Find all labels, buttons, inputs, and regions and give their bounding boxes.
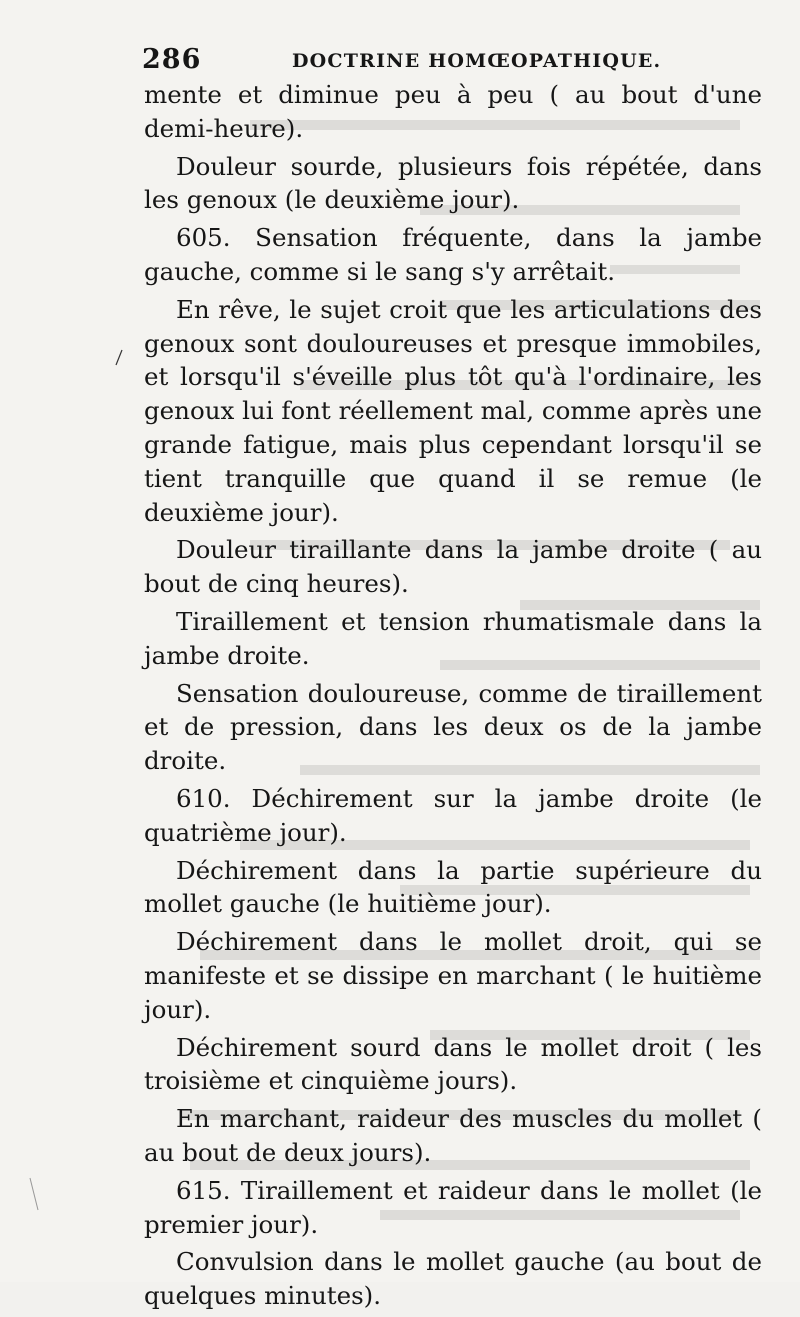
paragraph: Déchirement dans la partie supérieure du mollet gauche (le huitième jour).	[144, 855, 762, 919]
paragraph-615: 615. Tiraillement et raideur dans le mollet (le premier jour).	[144, 1175, 762, 1239]
paragraph: Convulsion dans le mollet gauche (au bout de quelques minutes).	[144, 1247, 762, 1311]
paragraph: Tiraillement et tension rhumatismale dans la jambe droite.	[144, 606, 762, 670]
paragraph-605: 605. Sensation fréquente, dans la jambe gauche, comme si le sang s'y arrêtait.	[144, 223, 762, 286]
body-text	[144, 78, 762, 1317]
page-number: 286	[142, 44, 202, 75]
paragraph: Déchirement dans le mollet droit, qui se manifeste et se dissipe en marchant ( le huitième jour).	[144, 927, 762, 1024]
paragraph: Douleur sourde, plusieurs fois répétée, dans les genoux (le deuxième jour).	[144, 151, 762, 215]
page-header	[142, 44, 762, 80]
margin-stroke	[30, 1178, 38, 1210]
paragraph-610: 610. Déchirement sur la jambe droite (le quatrième jour).	[144, 783, 762, 847]
paragraph: Douleur tiraillante dans la jambe droite ( au bout de cinq heures).	[144, 535, 762, 599]
paragraph: En rêve, le sujet croit que les articulations des genoux sont douloureuses et presque immobiles, et lorsqu'il s'éveille plus tôt qu'à l'ordinaire, les genoux lui font réellement mal, comme après une grande fatigue, mais plus cependant lorsqu'il se tient tranquille que quand il se remue (le deuxième jour).	[144, 294, 762, 527]
paragraph-continuation: mente et diminue peu à peu ( au bout d'une demi-heure).	[144, 80, 762, 143]
paragraph: Sensation douloureuse, comme de tiraillement et de pression, dans les deux os de la jambe droite.	[144, 678, 762, 776]
margin-stroke	[116, 350, 122, 365]
paragraph: En marchant, raideur des muscles du mollet ( au bout de deux jours).	[144, 1104, 762, 1167]
paragraph: Déchirement sourd dans le mollet droit ( les troisième et cinquième jours).	[144, 1032, 762, 1096]
running-head: DOCTRINE HOMŒOPATHIQUE.	[292, 50, 662, 72]
